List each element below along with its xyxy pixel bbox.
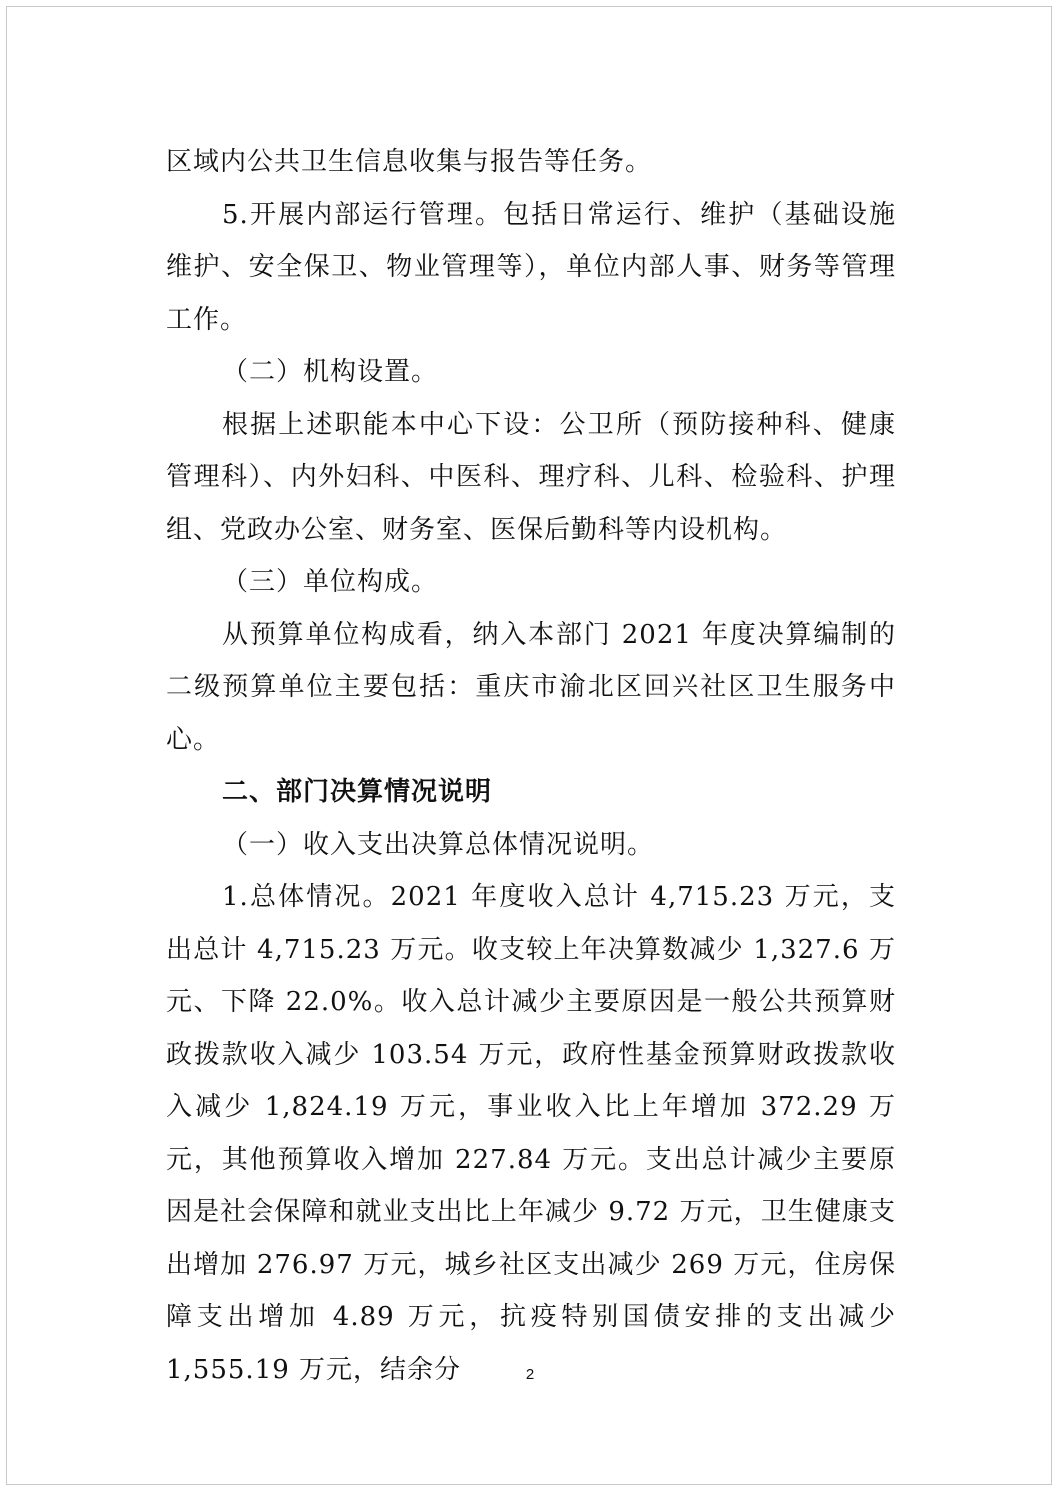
paragraph-continuation: 区域内公共卫生信息收集与报告等任务。 (166, 147, 653, 177)
page-number: 2 (525, 1366, 535, 1383)
subheading-unit-composition: （三）单位构成。 (222, 567, 439, 597)
paragraph-internal-management: 5.开展内部运行管理。包括日常运行、维护（基础设施维护、安全保卫、物业管理等），单位内部人事、财务等管理工作。 (166, 199, 896, 335)
subheading-organization-setup: （二）机构设置。 (222, 357, 439, 387)
subheading-income-expenditure: （一）收入支出决算总体情况说明。 (222, 829, 655, 860)
paragraph-departments: 根据上述职能本中心下设：公卫所（预防接种科、健康管理科）、内外妇科、中医科、理疗科、儿科、检验科、护理组、党政办公室、财务室、医保后勤科等内设机构。 (166, 409, 896, 545)
section-heading-final-accounts: 二、部门决算情况说明 (222, 777, 493, 807)
document-body (166, 136, 896, 1396)
paragraph-overall-situation: 1.总体情况。2021 年度收入总计 4,715.23 万元，支出总计 4,715.23 万元。收支较上年决算数减少 1,327.6 万元、下降 22.0%。收入总计减少主要原因是一般公共预算财政拨款收入减少 103.54 万元，政府性基金预算财政拨款收入减少 1,824.19 万元，事业收入比上年增加 372.29 万元，其他预算收入增加 227.84 万元。支出总计减少主要原因是社会保障和就业支出比上年减少 9.72 万元，卫生健康支出增加 276.97 万元，城乡社区支出减少 269 万元，住房保障支出增加 4.89 万元，抗疫特别国债安排的支出减少 1,555.19 万元，结余分 (166, 882, 896, 1385)
paragraph-budget-units: 从预算单位构成看，纳入本部门 2021 年度决算编制的二级预算单位主要包括：重庆市渝北区回兴社区卫生服务中心。 (166, 619, 896, 755)
